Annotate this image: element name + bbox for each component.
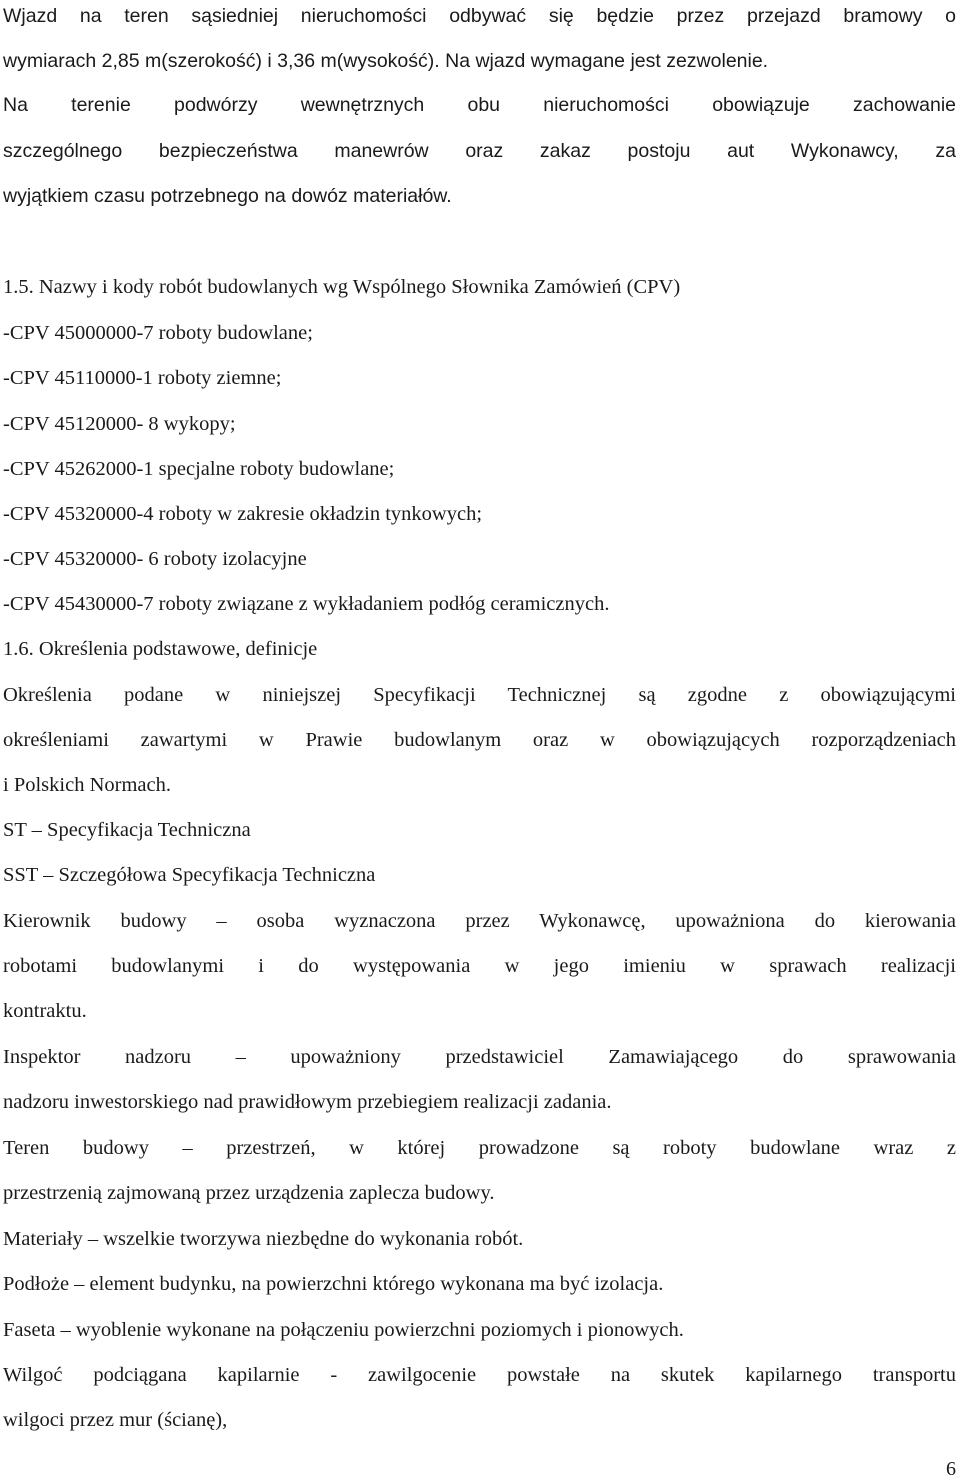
definition-line: ST – Specyfikacja Techniczna [3,819,251,841]
text-line: wyjątkiem czasu potrzebnego na dowóz materiałów. [3,185,452,207]
definition-line: przestrzenią zajmowaną przez urządzenia zaplecza budowy. [3,1182,495,1204]
list-item-cpv: -CPV 45110000-1 roboty ziemne; [3,367,282,389]
definition-line: Teren budowy – przestrzeń, w której prowadzone są roboty budowlane wraz z [3,1137,956,1159]
list-item-cpv: -CPV 45320000- 6 roboty izolacyjne [3,548,307,570]
text-line: i Polskich Normach. [3,774,171,796]
list-item-cpv: -CPV 45120000- 8 wykopy; [3,413,236,435]
definition-line: kontraktu. [3,1000,87,1022]
page-number: 6 [946,1458,956,1480]
text-line: wymiarach 2,85 m(szerokość) i 3,36 m(wysokość). Na wjazd wymagane jest zezwolenie. [3,50,769,72]
definition-line: Materiały – wszelkie tworzywa niezbędne do wykonania robót. [3,1228,524,1250]
text-line: Na terenie podwórzy wewnętrznych obu nieruchomości obowiązuje zachowanie [3,94,956,116]
text-line: określeniami zawartymi w Prawie budowlanym oraz w obowiązujących rozporządzeniach [3,729,956,751]
list-item-cpv: -CPV 45262000-1 specjalne roboty budowlane; [3,458,395,480]
definition-line: Faseta – wyoblenie wykonane na połączeniu powierzchni poziomych i pionowych. [3,1319,684,1341]
text-line: Określenia podane w niniejszej Specyfikacji Technicznej są zgodne z obowiązującymi [3,684,956,706]
definition-line: wilgoci przez mur (ścianę), [3,1409,228,1431]
list-item-cpv: -CPV 45000000-7 roboty budowlane; [3,322,313,344]
definition-line: Inspektor nadzoru – upoważniony przedstawiciel Zamawiającego do sprawowania [3,1046,956,1068]
definition-line: Wilgoć podciągana kapilarnie - zawilgocenie powstałe na skutek kapilarnego transportu [3,1364,956,1386]
definition-line: Podłoże – element budynku, na powierzchni którego wykonana ma być izolacja. [3,1273,664,1295]
definition-line: robotami budowlanymi i do występowania w jego imieniu w sprawach realizacji [3,955,956,977]
definition-line: nadzoru inwestorskiego nad prawidłowym przebiegiem realizacji zadania. [3,1091,612,1113]
list-item-cpv: -CPV 45430000-7 roboty związane z wykładaniem podłóg ceramicznych. [3,593,610,615]
definition-line: SST – Szczegółowa Specyfikacja Techniczna [3,864,376,886]
text-line: Wjazd na teren sąsiedniej nieruchomości odbywać się będzie przez przejazd bramowy o [3,5,956,27]
list-item-cpv: -CPV 45320000-4 roboty w zakresie okładzin tynkowych; [3,503,483,525]
section-heading-1-6: 1.6. Określenia podstawowe, definicje [3,638,318,660]
definition-line: Kierownik budowy – osoba wyznaczona przez Wykonawcę, upoważniona do kierowania [3,910,956,932]
text-line: szczególnego bezpieczeństwa manewrów oraz zakaz postoju aut Wykonawcy, za [3,140,956,162]
section-heading-1-5: 1.5. Nazwy i kody robót budowlanych wg Wspólnego Słownika Zamówień (CPV) [3,276,681,298]
